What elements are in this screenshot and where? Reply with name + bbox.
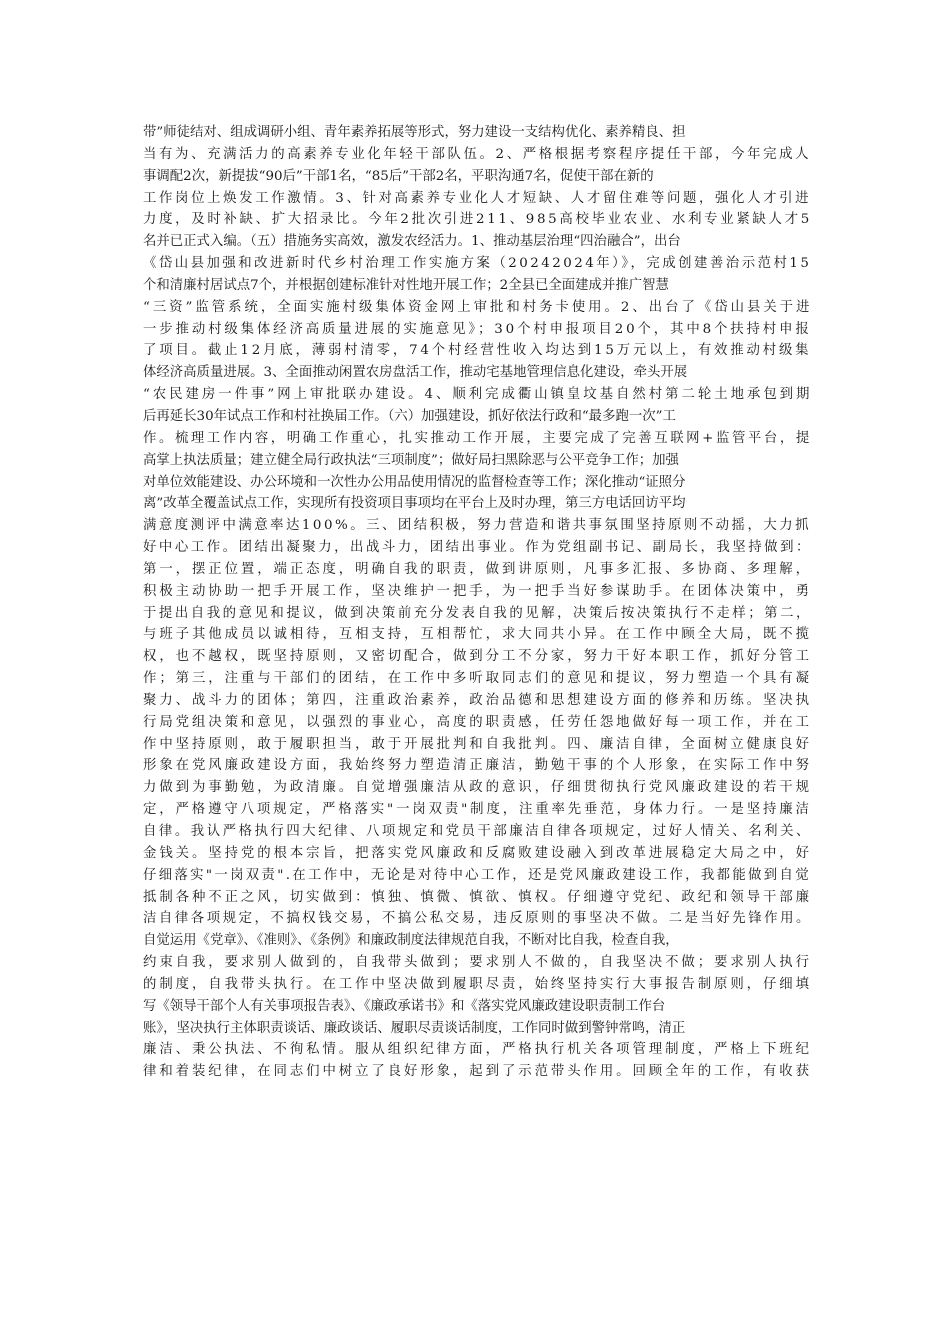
text-line: 作。梳理工作内容，明确工作重心，扎实推动工作开展，主要完成了完善互联网+监管平台，提 [143,430,812,446]
text-line: 律和着装纪律，在同志们中树立了良好形象，起到了示范带头作用。回顾全年的工作，有收获 [143,1064,812,1080]
text-line: 当有为、充满活力的高素养专业化年轻干部队伍。2、严格根据考察程序提任干部，今年完成人 [143,146,812,162]
text-line: 廉洁、秉公执法、不徇私情。服从组织纪律方面，严格执行机关各项管理制度，严格上下班纪 [143,1042,812,1058]
text-line: 的制度，自我带头执行。在工作中坚决做到履职尽责，始终坚持实行大事报告制原则，仔细填 [143,976,812,992]
text-line: 离”改革全覆盖试点工作，实现所有投资项目事项均在平台上及时办理，第三方电话回访平均 [143,496,686,512]
text-line: 金钱关。坚持党的根本宗旨，把落实党风廉政和反腐败建设融入到改革进展稳定大局之中，好 [143,845,812,861]
text-line: “三资”监管系统，全面实施村级集体资金网上审批和村务卡使用。2、出台了《岱山县关于进 [143,299,813,315]
text-line: 洁自律各项规定，不搞权钱交易，不搞公私交易，违反原则的事坚决不做。二是当好先锋作用。 [143,911,812,927]
text-line: 自律。我认严格执行四大纪律、八项规定和党员干部廉洁自律各项规定，过好人情关、名利关、 [143,824,812,839]
text-line: 抵制各种不正之风，切实做到：慎独、慎微、慎欲、慎权。仔细遵守党纪、政纪和领导干部廉 [143,889,812,905]
text-line: 名并已正式入编。（五）措施务实高效，激发农经活力。1、推动基层治理“四治融合”，出台 [143,234,681,250]
text-line: 一步推动村级集体经济高质量进展的实施意见》；30个村申报项目20个，其中8个扶持村申报 [143,321,812,337]
text-line: 个和清廉村居试点7个，并根据创建标准针对性地开展工作；2全县已全面建成并推广智慧 [143,277,669,293]
text-line: 了项目。截止12月底，薄弱村清零，74个村经营性收入均达到15万元以上，有效推动村级集 [143,343,812,359]
text-line: 带”师徒结对、组成调研小组、青年素养拓展等形式，努力建设一支结构优化、素养精良、担 [143,125,686,140]
text-line: 仔细落实"一岗双责".在工作中，无论是对待中心工作，还是党风廉政建设工作，我都能做到自觉 [143,867,811,883]
text-line: 工作岗位上焕发工作激情。3、针对高素养专业化人才短缺、人才留住难等问题，强化人才引进 [143,190,812,206]
text-line: 约束自我，要求别人做到的，自我带头做到；要求别人不做的，自我坚决不做；要求别人执行 [143,955,812,971]
document-body [143,122,813,1083]
text-line: 账》，坚决执行主体职责谈话、廉政谈话、履职尽责谈话制度，工作同时做到警钟常鸣，清正 [143,1020,686,1036]
text-line: 定，严格遵守八项规定，严格落实"一岗双责"制度，注重率先垂范，身体力行。一是坚持廉洁 [143,802,812,818]
text-line: 《岱山县加强和改进新时代乡村治理工作实施方案（20242024年）》，完成创建善治示范村15 [143,256,812,272]
text-line: 高掌上执法质量；建立健全局行政执法“三项制度”；做好局扫黑除恶与公平竞争工作；加强 [143,452,679,468]
text-line: 自觉运用《党章》、《准则》、《条例》和廉政制度法律规范自我，不断对比自我，检查自我， [143,933,679,949]
text-line: 力做到为事勤勉，为政清廉。自觉增强廉洁从政的意识，仔细贯彻执行党风廉政建设的若干规 [143,780,812,796]
text-line: 作中坚持原则，敢于履职担当，敢于开展批判和自我批判。四、廉洁自律，全面树立健康良好 [143,736,812,752]
text-line: 行局党组决策和意见，以强烈的事业心，高度的职责感，任劳任怨地做好每一项工作，并在工 [143,714,812,730]
text-line: 与班子其他成员以诚相待，互相支持，互相帮忙，求大同共小异。在工作中顾全大局，既不揽 [143,627,812,643]
text-line: 权，也不越权，既坚持原则，又密切配合，做到分工不分家，努力干好本职工作，抓好分管工 [143,649,812,665]
text-line: 后再延长30年试点工作和村社换届工作。（六）加强建设，抓好依法行政和“最多跑一次”工 [143,408,676,424]
text-line: 写《领导干部个人有关事项报告表》、《廉政承诺书》和《落实党风廉政建设职责制工作台 [143,998,666,1014]
text-line: 满意度测评中满意率达100%。三、团结积极，努力营造和谐共事氛围坚持原则不动摇，大力抓 [143,518,812,534]
text-line: 形象在党风廉政建设方面，我始终努力塑造清正廉洁，勤勉干事的个人形象，在实际工作中努 [143,758,812,774]
text-line: 体经济高质量进展。3、全面推动闲置农房盘活工作，推动宅基地管理信息化建设，牵头开展 [143,365,688,381]
text-line: 事调配2次，新提拔“90后”干部1名，“85后”干部2名，平职沟通7名，促使干部在新的 [143,168,654,184]
text-line: “农民建房一件事”网上审批联办建设。4、顺利完成衢山镇皇坟基自然村第二轮土地承包到期 [143,387,813,403]
text-line: 作；第三，注重与干部们的团结，在工作中多听取同志们的意见和提议，努力塑造一个具有凝 [143,671,812,687]
text-line: 于提出自我的意见和提议，做到决策前充分发表自我的见解，决策后按决策执行不走样；第二， [143,605,812,621]
text-line: 第一，摆正位置，端正态度，明确自我的职责，做到讲原则，凡事多汇报、多协商、多理解， [143,561,812,577]
text-line: 积极主动协助一把手开展工作，坚决维护一把手，为一把手当好参谋助手。在团体决策中，勇 [143,583,812,599]
text-line: 力度，及时补缺、扩大招录比。今年2批次引进211、985高校毕业农业、水利专业紧缺人才5 [143,212,812,228]
text-line: 对单位效能建设、办公环境和一次性办公用品使用情况的监督检查等工作；深化推动“证照分 [143,474,686,490]
text-line: 好中心工作。团结出凝聚力，出战斗力，团结出事业。作为党组副书记、副局长，我坚持做到： [143,540,812,556]
text-line: 聚力、战斗力的团体；第四，注重政治素养，政治品德和思想建设方面的修养和历练。坚决执 [143,692,812,708]
